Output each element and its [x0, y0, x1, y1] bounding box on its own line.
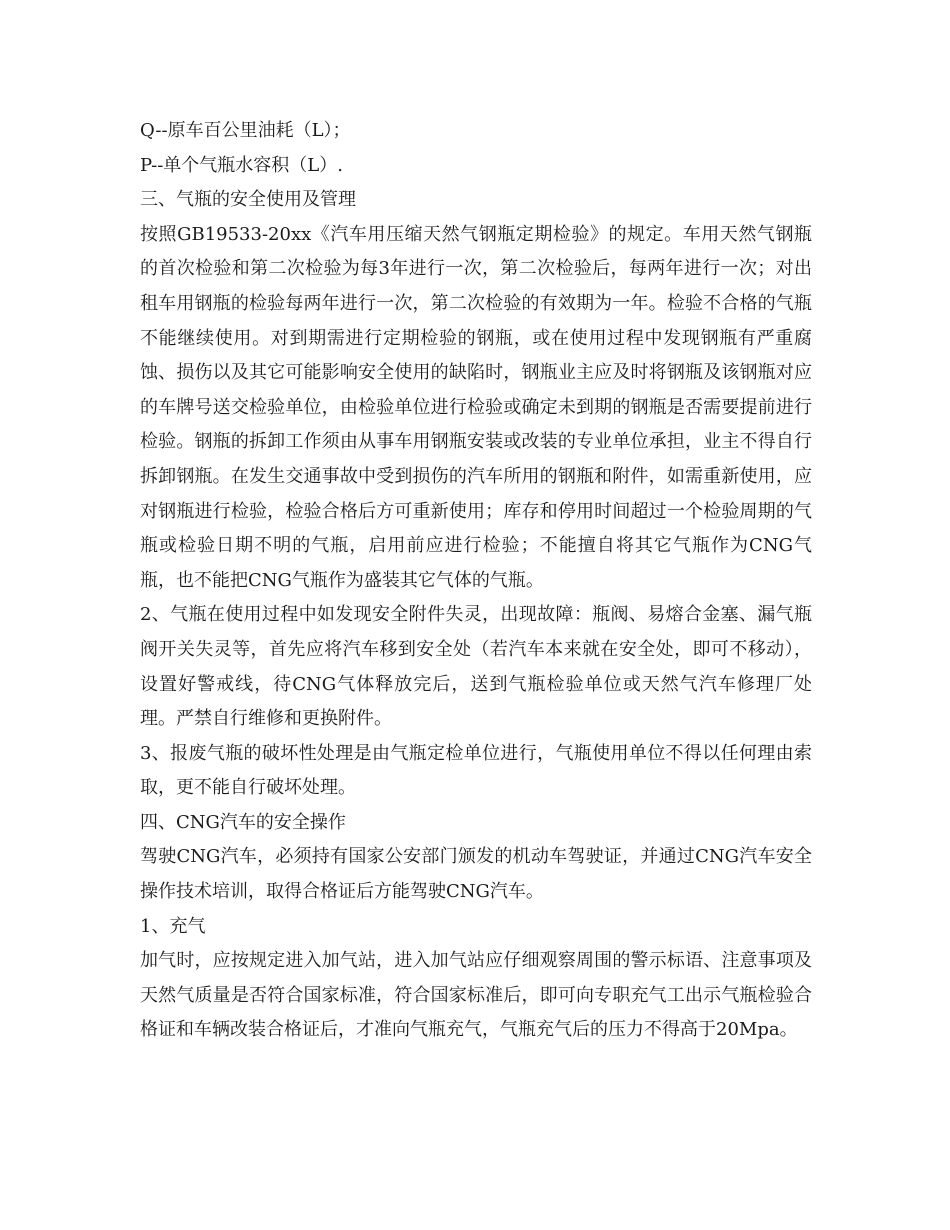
- subsection-heading-refueling: 1、充气: [140, 915, 206, 937]
- paragraph-inspection-rules: 按照GB19533-20xx《汽车用压缩天然气钢瓶定期检验》的规定。车用天然气钢瓶的首次检验和第二次检验为每3年进行一次，第二次检验后，每两年进行一次；对出租车用钢瓶的检验每两年进行一次，第二次检验的有效期为一年。检验不合格的气瓶不能继续使用。对到期需进行定期检验的钢瓶，或在使用过程中发现钢瓶有严重腐蚀、损伤以及其它可能影响安全使用的缺陷时，钢瓶业主应及时将钢瓶及该钢瓶对应的车牌号送交检验单位，由检验单位进行检验或确定未到期的钢瓶是否需要提前进行检验。钢瓶的拆卸工作须由从事车用钢瓶安装或改装的专业单位承担，业主不得自行拆卸钢瓶。在发生交通事故中受到损伤的汽车所用的钢瓶和附件，如需重新使用，应对钢瓶进行检验，检验合格后方可重新使用；库存和停用时间超过一个检验周期的气瓶或检验日期不明的气瓶，启用前应进行检验；不能擅自将其它气瓶作为CNG气瓶，也不能把CNG气瓶作为盛装其它气体的气瓶。: [140, 223, 812, 591]
- document-body: [140, 114, 812, 1048]
- paragraph-scrapped-cylinders: 3、报废气瓶的破坏性处理是由气瓶定检单位进行，气瓶使用单位不得以任何理由索取，更不能自行破坏处理。: [140, 742, 812, 799]
- paragraph-refueling: 加气时，应按规定进入加气站，进入加气站应仔细观察周围的警示标语、注意事项及天然气质量是否符合国家标准，符合国家标准后，即可向专职充气工出示气瓶检验合格证和车辆改装合格证后，才准向气瓶充气，气瓶充气后的压力不得高于20Mpa。: [140, 950, 812, 1041]
- section-heading-cng-operation: 四、CNG汽车的安全操作: [140, 811, 346, 833]
- paragraph-accessory-failure: 2、气瓶在使用过程中如发现安全附件失灵，出现故障：瓶阀、易熔合金塞、漏气瓶阀开关失灵等，首先应将汽车移到安全处（若汽车本来就在安全处，即可不移动），设置好警戒线，待CNG气体释放完后，送到气瓶检验单位或天然气汽车修理厂处理。严禁自行维修和更换附件。: [140, 604, 812, 730]
- formula-variable-q: Q--原车百公里油耗（L）；: [140, 120, 351, 141]
- section-heading-cylinder-safety: 三、气瓶的安全使用及管理: [140, 189, 356, 211]
- formula-variable-p: P--单个气瓶水容积（L）.: [140, 154, 343, 176]
- paragraph-driver-license: 驾驶CNG汽车，必须持有国家公安部门颁发的机动车驾驶证，并通过CNG汽车安全操作技术培训，取得合格证后方能驾驶CNG汽车。: [140, 846, 812, 903]
